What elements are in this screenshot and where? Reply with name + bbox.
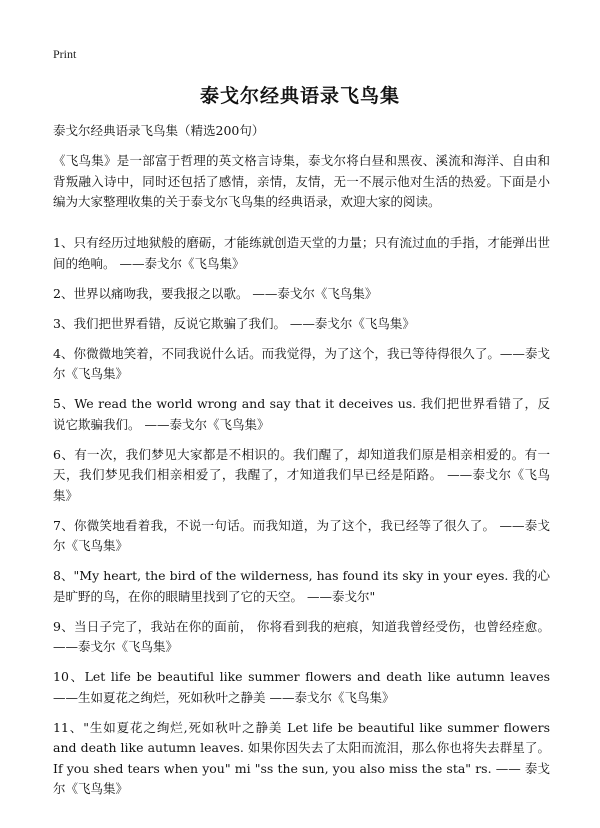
quote-entry: 5、We read the world wrong and say that it deceives us. 我们把世界看错了，反说它欺骗我们。 ——泰戈尔《飞鸟集》 [53,396,550,432]
quote-list [53,233,550,809]
quote-entry: 10、Let life be beautiful like summer flowers and death like autumn leaves——生如夏花之绚烂，死如秋叶之静美 ——泰戈尔《飞鸟集》 [53,669,550,705]
print-label: Print [53,47,77,61]
quote-entry: 11、"生如夏花之绚烂,死如秋叶之静美 Let life be beautiful like summer flowers and death like autumn leaves. 如果你因失去了太阳而流泪，那么你也将失去群星了。 If you shed tears when you" mi "ss the sun, you also miss the sta" rs. —— 泰戈尔《飞鸟集》 [53,719,550,796]
quote-entry: 7、你微笑地看着我，不说一句话。而我知道，为了这个，我已经等了很久了。 ——泰戈尔《飞鸟集》 [53,517,550,553]
quote-entry: 8、"My heart, the bird of the wilderness, has found its sky in your eyes. 我的心是旷野的鸟，在你的眼睛里找到了它的天空。 ——泰戈尔" [53,568,550,604]
quote-entry: 1、只有经历过地狱般的磨砺，才能练就创造天堂的力量；只有流过血的手指，才能弹出世间的绝响。 ——泰戈尔《飞鸟集》 [53,235,550,271]
intro-paragraph: 《飞鸟集》是一部富于哲理的英文格言诗集，泰戈尔将白昼和黑夜、溪流和海洋、自由和背叛融入诗中，同时还包括了感情，亲情，友情，无一不展示他对生活的热爱。下面是小编为大家整理收集的关于泰戈尔飞鸟集的经典语录，欢迎大家的阅读。 [53,153,550,209]
quote-entry: 6、有一次，我们梦见大家都是不相识的。我们醒了，却知道我们原是相亲相爱的。有一天，我们梦见我们相亲相爱了，我醒了，才知道我们早已经是陌路。 ——泰戈尔《飞鸟集》 [53,446,550,503]
quote-entry: 9、当日子完了，我站在你的面前， 你将看到我的疤痕，知道我曾经受伤，也曾经痊愈。 ——泰戈尔《飞鸟集》 [53,618,550,654]
quote-entry: 3、我们把世界看错，反说它欺骗了我们。 ——泰戈尔《飞鸟集》 [53,315,415,331]
quote-entry: 4、你微微地笑着，不同我说什么话。而我觉得，为了这个，我已等待得很久了。——泰戈尔《飞鸟集》 [53,345,550,381]
page-title: 泰戈尔经典语录飞鸟集 [199,85,400,107]
quote-entry: 2、世界以痛吻我，要我报之以歌。 ——泰戈尔《飞鸟集》 [53,285,378,301]
document-subtitle: 泰戈尔经典语录飞鸟集（精选200句） [53,123,265,138]
